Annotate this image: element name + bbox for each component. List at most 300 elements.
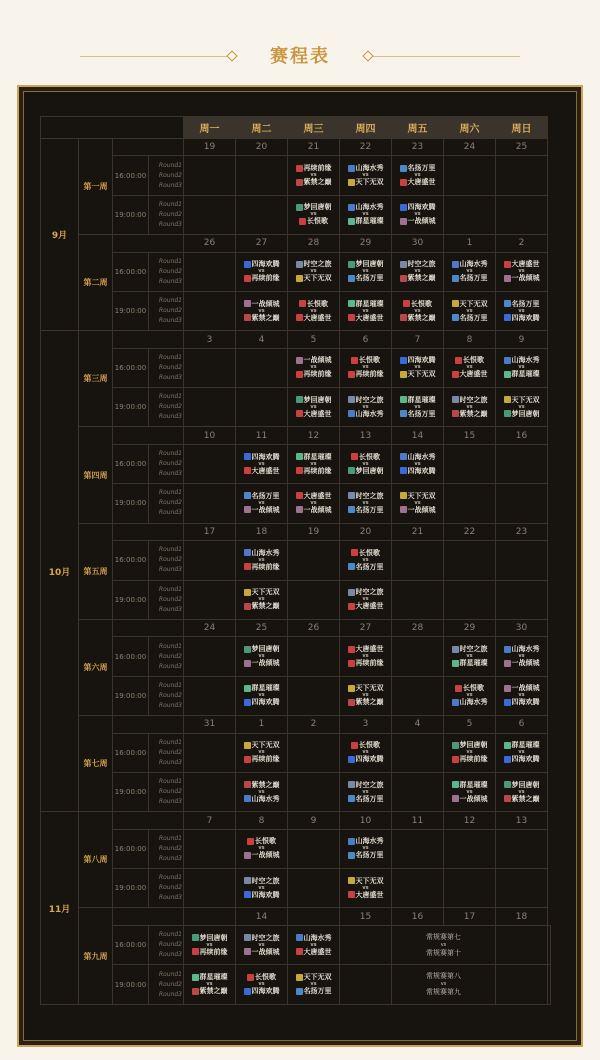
- month-label: 9月: [41, 138, 79, 330]
- match-cell[interactable]: [236, 195, 288, 234]
- team-name: [340, 506, 391, 515]
- round-label: Round2: [158, 788, 182, 796]
- vs-label: vs: [518, 653, 525, 660]
- match[interactable]: [340, 645, 391, 668]
- match-cell[interactable]: [340, 580, 392, 619]
- empty-cell: [340, 965, 392, 1005]
- match[interactable]: [392, 453, 443, 476]
- date-cell: [184, 908, 236, 925]
- match-cell[interactable]: [496, 252, 548, 291]
- match[interactable]: [340, 877, 391, 900]
- match-cell[interactable]: [444, 291, 496, 330]
- date-cell: 18: [496, 908, 548, 925]
- team-name-text: 山海水秀: [459, 698, 488, 707]
- match[interactable]: [392, 396, 443, 419]
- team-emblem-icon: [452, 756, 459, 763]
- match[interactable]: [340, 164, 391, 187]
- match[interactable]: [392, 356, 443, 379]
- match[interactable]: [288, 164, 339, 187]
- round-label: Round1: [158, 393, 182, 401]
- match-cell[interactable]: [496, 484, 548, 523]
- team-emblem-icon: [504, 646, 511, 653]
- team-emblem-icon: [504, 275, 511, 282]
- match-cell[interactable]: [340, 484, 392, 523]
- team-name-text: 梦回唐朝: [355, 260, 384, 269]
- match-cell[interactable]: [496, 733, 548, 772]
- week-label: 第四周: [79, 427, 113, 523]
- match-cell[interactable]: [340, 195, 392, 234]
- team-emblem-icon: [244, 453, 251, 460]
- match-cell[interactable]: [444, 772, 496, 811]
- match[interactable]: [288, 934, 339, 957]
- match[interactable]: [392, 260, 443, 283]
- match-cell[interactable]: [184, 965, 236, 1005]
- match-cell[interactable]: [496, 291, 548, 330]
- team-name: [392, 314, 443, 323]
- match[interactable]: [236, 645, 287, 668]
- match-cell[interactable]: [392, 869, 444, 908]
- match[interactable]: [392, 164, 443, 187]
- date-cell: 24: [444, 138, 496, 155]
- round-label: Round3: [158, 181, 182, 189]
- match-cell[interactable]: [496, 580, 548, 619]
- vs-label: vs: [362, 556, 369, 563]
- match-cell[interactable]: [236, 772, 288, 811]
- team-name: [340, 602, 391, 611]
- match-cell[interactable]: [236, 541, 288, 580]
- time-label: 19:00:00: [113, 195, 149, 234]
- match[interactable]: [444, 300, 495, 323]
- match[interactable]: [236, 549, 287, 572]
- match[interactable]: [340, 781, 391, 804]
- round-label: Round1: [158, 450, 182, 458]
- match-cell[interactable]: [184, 195, 236, 234]
- team-name: [340, 795, 391, 804]
- match-cell[interactable]: [392, 541, 444, 580]
- vs-label: vs: [362, 884, 369, 891]
- team-name-text: 四海欢腾: [511, 313, 540, 322]
- match-cell[interactable]: [496, 676, 548, 715]
- match[interactable]: [340, 300, 391, 323]
- match-cell[interactable]: [236, 156, 288, 195]
- team-emblem-icon: [244, 948, 251, 955]
- match[interactable]: [340, 588, 391, 611]
- team-name: [392, 217, 443, 226]
- match[interactable]: [496, 645, 547, 668]
- match-cell[interactable]: [340, 388, 392, 427]
- team-emblem-icon: [504, 300, 511, 307]
- team-name-text: 一战倾城: [303, 356, 332, 365]
- match-cell[interactable]: [288, 965, 340, 1005]
- match[interactable]: [288, 453, 339, 476]
- match-cell[interactable]: [288, 291, 340, 330]
- round-labels: [149, 772, 184, 811]
- match-cell[interactable]: [236, 252, 288, 291]
- match[interactable]: [340, 492, 391, 515]
- match-cell[interactable]: [184, 348, 236, 387]
- match-cell[interactable]: [236, 580, 288, 619]
- match-cell[interactable]: [340, 541, 392, 580]
- match-cell[interactable]: [392, 195, 444, 234]
- team-name-text: 山海水秀: [251, 794, 280, 803]
- match-cell[interactable]: [236, 637, 288, 676]
- date-cell: 5: [444, 716, 496, 733]
- match[interactable]: [340, 260, 391, 283]
- date-cell: 28: [288, 235, 340, 252]
- match-cell[interactable]: [236, 925, 288, 964]
- match-cell[interactable]: [340, 733, 392, 772]
- match-cell[interactable]: [184, 637, 236, 676]
- match-cell[interactable]: [496, 829, 548, 868]
- match-cell[interactable]: [236, 733, 288, 772]
- team-emblem-icon: [299, 218, 306, 225]
- match-cell[interactable]: [496, 156, 548, 195]
- match[interactable]: [392, 492, 443, 515]
- round-label: Round2: [158, 941, 182, 949]
- date-cell: 9: [496, 331, 548, 348]
- match[interactable]: [236, 588, 287, 611]
- match-cell[interactable]: [444, 156, 496, 195]
- round-labels: [149, 829, 184, 868]
- match[interactable]: [236, 492, 287, 515]
- match-cell[interactable]: [496, 388, 548, 427]
- match[interactable]: [288, 973, 339, 996]
- round-label: Round1: [158, 738, 182, 746]
- team-name-text: 四海欢腾: [355, 755, 384, 764]
- round-label: Round1: [158, 931, 182, 939]
- match-cell[interactable]: [340, 156, 392, 195]
- team-emblem-icon: [400, 204, 407, 211]
- round-label: Round3: [158, 220, 182, 228]
- time-slot-row: [41, 444, 551, 483]
- team-name-text: 紫禁之巅: [251, 780, 280, 789]
- match-cell[interactable]: [392, 252, 444, 291]
- round-label: Round2: [158, 403, 182, 411]
- match-cell[interactable]: [236, 829, 288, 868]
- match-cell[interactable]: [236, 484, 288, 523]
- match-cell[interactable]: [444, 348, 496, 387]
- match-cell[interactable]: [392, 484, 444, 523]
- vs-label: vs: [518, 268, 525, 275]
- match-cell[interactable]: [184, 829, 236, 868]
- match[interactable]: [288, 492, 339, 515]
- match[interactable]: [444, 356, 495, 379]
- match-cell[interactable]: [288, 829, 340, 868]
- time-label: 19:00:00: [113, 676, 149, 715]
- team-emblem-icon: [400, 314, 407, 321]
- match[interactable]: [496, 781, 547, 804]
- team-emblem-icon: [244, 742, 251, 749]
- team-name-text: 时空之旅: [251, 876, 280, 885]
- match-cell[interactable]: [392, 829, 444, 868]
- team-name-text: 群星璀璨: [511, 741, 540, 750]
- match[interactable]: [496, 684, 547, 707]
- date-cell: 29: [444, 619, 496, 636]
- match-cell[interactable]: [444, 195, 496, 234]
- match-cell[interactable]: [496, 637, 548, 676]
- vs-label: vs: [414, 403, 421, 410]
- match-cell[interactable]: [444, 252, 496, 291]
- match-cell[interactable]: [184, 252, 236, 291]
- vs-label: vs: [466, 653, 473, 660]
- team-name: [496, 314, 547, 323]
- match-cell[interactable]: [392, 348, 444, 387]
- vs-label: vs: [466, 749, 473, 756]
- match[interactable]: [340, 549, 391, 572]
- match-cell[interactable]: [288, 580, 340, 619]
- match-cell[interactable]: [496, 444, 548, 483]
- match-cell[interactable]: [496, 195, 548, 234]
- team-name-text: 山海水秀: [511, 645, 540, 654]
- match-cell[interactable]: [184, 676, 236, 715]
- team-emblem-icon: [452, 781, 459, 788]
- match[interactable]: [496, 741, 547, 764]
- match-cell[interactable]: [288, 925, 340, 964]
- match[interactable]: [340, 396, 391, 419]
- match-cell[interactable]: [184, 388, 236, 427]
- match[interactable]: [496, 260, 547, 283]
- match-cell[interactable]: [288, 676, 340, 715]
- match-cell[interactable]: [288, 541, 340, 580]
- match[interactable]: [340, 453, 391, 476]
- match[interactable]: [236, 934, 287, 957]
- match-cell[interactable]: [392, 444, 444, 483]
- qualifier-note: [392, 925, 496, 964]
- date-row-spacer: [113, 716, 184, 733]
- team-emblem-icon: [504, 314, 511, 321]
- team-name-text: 紫禁之巅: [511, 794, 540, 803]
- match-cell[interactable]: [288, 252, 340, 291]
- match[interactable]: [496, 300, 547, 323]
- match-cell[interactable]: [340, 348, 392, 387]
- match[interactable]: [444, 741, 495, 764]
- match-cell[interactable]: [340, 252, 392, 291]
- match[interactable]: [496, 396, 547, 419]
- match-cell[interactable]: [236, 676, 288, 715]
- team-name-text: 时空之旅: [459, 395, 488, 404]
- match[interactable]: [392, 300, 443, 323]
- match-cell[interactable]: [496, 772, 548, 811]
- match-cell[interactable]: [444, 484, 496, 523]
- team-name-text: 再续前缘: [251, 562, 280, 571]
- match-cell[interactable]: [184, 156, 236, 195]
- match[interactable]: [444, 781, 495, 804]
- match-cell[interactable]: [288, 348, 340, 387]
- match-cell[interactable]: [340, 676, 392, 715]
- team-name: [288, 314, 339, 323]
- team-name-text: 一战倾城: [511, 659, 540, 668]
- match[interactable]: [340, 684, 391, 707]
- match-cell[interactable]: [392, 637, 444, 676]
- match[interactable]: [340, 203, 391, 226]
- date-cell: 9: [288, 812, 340, 829]
- date-cell: 21: [392, 523, 444, 540]
- match-cell[interactable]: [288, 772, 340, 811]
- team-name-text: 名扬万里: [355, 505, 384, 514]
- match-cell[interactable]: [184, 541, 236, 580]
- match-cell[interactable]: [444, 869, 496, 908]
- match-cell[interactable]: [236, 291, 288, 330]
- match[interactable]: [236, 684, 287, 707]
- match-cell[interactable]: [496, 541, 548, 580]
- match-cell[interactable]: [288, 388, 340, 427]
- round-label: Round3: [158, 317, 182, 325]
- match-cell[interactable]: [288, 484, 340, 523]
- round-label: Round1: [158, 642, 182, 650]
- vs-label: vs: [258, 981, 265, 988]
- team-name-text: 一战倾城: [251, 947, 280, 956]
- team-name-text: 名扬万里: [459, 274, 488, 283]
- team-name-text: 名扬万里: [407, 409, 436, 418]
- team-emblem-icon: [348, 261, 355, 268]
- match-cell[interactable]: [392, 733, 444, 772]
- team-name-text: 山海水秀: [511, 356, 540, 365]
- vs-label: vs: [362, 788, 369, 795]
- match-cell[interactable]: [236, 965, 288, 1005]
- team-emblem-icon: [452, 795, 459, 802]
- match-cell[interactable]: [184, 580, 236, 619]
- team-name: [340, 178, 391, 187]
- date-cell: 26: [288, 619, 340, 636]
- match-cell[interactable]: [392, 580, 444, 619]
- match[interactable]: [392, 203, 443, 226]
- team-emblem-icon: [452, 371, 459, 378]
- match-cell[interactable]: [288, 733, 340, 772]
- match-cell[interactable]: [340, 444, 392, 483]
- title-divider-right: [370, 56, 520, 57]
- round-label: Round2: [158, 595, 182, 603]
- match-cell[interactable]: [288, 869, 340, 908]
- match-cell[interactable]: [444, 580, 496, 619]
- match-cell[interactable]: [184, 484, 236, 523]
- match[interactable]: [288, 203, 339, 226]
- round-label: Round3: [158, 951, 182, 959]
- match-cell[interactable]: [340, 291, 392, 330]
- match-cell[interactable]: [392, 772, 444, 811]
- match-cell[interactable]: [340, 829, 392, 868]
- match[interactable]: [340, 356, 391, 379]
- team-name-text: 山海水秀: [355, 164, 384, 173]
- match-cell[interactable]: [288, 195, 340, 234]
- match[interactable]: [236, 741, 287, 764]
- match[interactable]: [444, 396, 495, 419]
- match-cell[interactable]: [444, 388, 496, 427]
- match-cell[interactable]: [392, 676, 444, 715]
- match-cell[interactable]: [444, 541, 496, 580]
- match-cell[interactable]: [288, 444, 340, 483]
- match-cell[interactable]: [392, 156, 444, 195]
- team-emblem-icon: [348, 314, 355, 321]
- match[interactable]: [340, 741, 391, 764]
- round-label: Round2: [158, 748, 182, 756]
- match-cell[interactable]: [184, 291, 236, 330]
- time-slot-row: [41, 772, 551, 811]
- vs-label: vs: [414, 172, 421, 179]
- team-emblem-icon: [452, 699, 459, 706]
- match[interactable]: [340, 837, 391, 860]
- date-cell: 30: [392, 235, 444, 252]
- match-cell[interactable]: [340, 637, 392, 676]
- match-cell[interactable]: [288, 156, 340, 195]
- team-emblem-icon: [504, 261, 511, 268]
- match[interactable]: [288, 260, 339, 283]
- match-cell[interactable]: [340, 772, 392, 811]
- match-cell[interactable]: [444, 444, 496, 483]
- match-cell[interactable]: [496, 348, 548, 387]
- match[interactable]: [444, 260, 495, 283]
- match[interactable]: [236, 877, 287, 900]
- date-cell: [288, 908, 340, 925]
- team-name: [392, 506, 443, 515]
- time-slot-row: [41, 195, 551, 234]
- match-cell[interactable]: [184, 444, 236, 483]
- match[interactable]: [236, 300, 287, 323]
- match-cell[interactable]: [236, 444, 288, 483]
- match-cell[interactable]: [444, 829, 496, 868]
- date-cell: 12: [444, 812, 496, 829]
- match[interactable]: [288, 300, 339, 323]
- team-emblem-icon: [348, 781, 355, 788]
- match[interactable]: [288, 396, 339, 419]
- match[interactable]: [184, 934, 235, 957]
- qualifier-seed: 常规赛第八: [426, 972, 461, 981]
- match-cell[interactable]: [288, 637, 340, 676]
- match-cell[interactable]: [184, 772, 236, 811]
- team-emblem-icon: [244, 549, 251, 556]
- team-name-text: 天下无双: [355, 876, 384, 885]
- match-cell[interactable]: [444, 637, 496, 676]
- time-slot-row: [41, 869, 551, 908]
- match[interactable]: [236, 973, 287, 996]
- match[interactable]: [236, 260, 287, 283]
- match[interactable]: [496, 356, 547, 379]
- match-cell[interactable]: [184, 925, 236, 964]
- date-row: [41, 812, 551, 829]
- match-cell[interactable]: [236, 388, 288, 427]
- match-cell[interactable]: [392, 388, 444, 427]
- match[interactable]: [444, 645, 495, 668]
- match[interactable]: [444, 684, 495, 707]
- match[interactable]: [288, 356, 339, 379]
- match-cell[interactable]: [392, 291, 444, 330]
- match-cell[interactable]: [184, 869, 236, 908]
- round-label: Round1: [158, 970, 182, 978]
- match-cell[interactable]: [236, 348, 288, 387]
- team-name-text: 一战倾城: [459, 794, 488, 803]
- team-name-text: 名扬万里: [251, 491, 280, 500]
- team-name-text: 四海欢腾: [511, 698, 540, 707]
- match-cell[interactable]: [444, 676, 496, 715]
- match[interactable]: [184, 973, 235, 996]
- team-name-text: 名扬万里: [355, 794, 384, 803]
- team-emblem-icon: [348, 603, 355, 610]
- team-name-text: 紫禁之巅: [407, 274, 436, 283]
- team-emblem-icon: [348, 589, 355, 596]
- match-cell[interactable]: [340, 869, 392, 908]
- team-name-text: 天下无双: [355, 178, 384, 187]
- match-cell[interactable]: [444, 733, 496, 772]
- match-cell[interactable]: [184, 733, 236, 772]
- match[interactable]: [236, 453, 287, 476]
- team-name-text: 群星璀璨: [459, 780, 488, 789]
- match[interactable]: [236, 781, 287, 804]
- match-cell[interactable]: [496, 869, 548, 908]
- team-emblem-icon: [296, 506, 303, 513]
- date-cell: 19: [184, 138, 236, 155]
- match[interactable]: [236, 837, 287, 860]
- match-cell[interactable]: [236, 869, 288, 908]
- team-name: [288, 370, 339, 379]
